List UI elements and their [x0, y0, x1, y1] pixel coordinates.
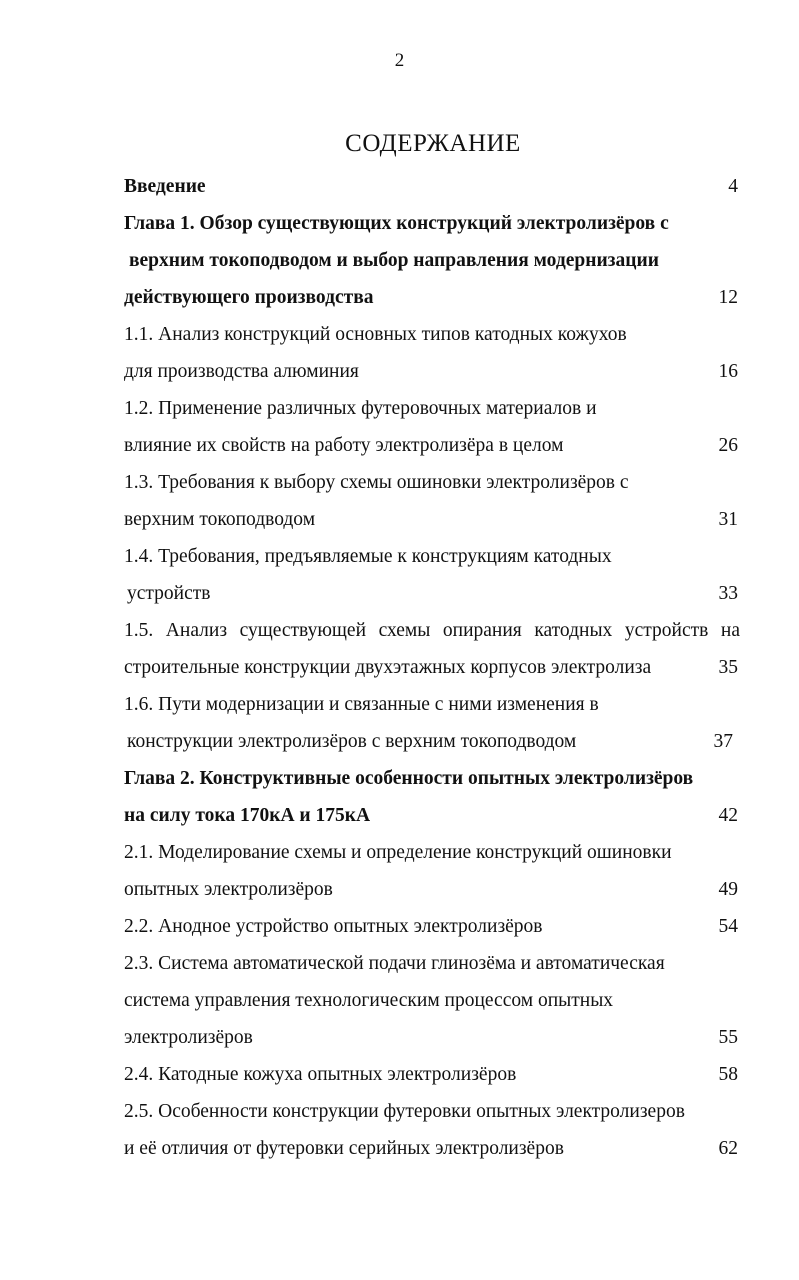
toc-line	[0, 279, 799, 316]
toc-line	[0, 538, 799, 575]
toc-line	[0, 760, 799, 797]
toc-entry-text: действующего производства	[124, 287, 374, 308]
toc-entry-text: 2.4. Катодные кожуха опытных электролизёров	[124, 1064, 517, 1085]
toc-line	[0, 168, 799, 205]
toc-line	[0, 242, 799, 279]
toc-entry-text: для производства алюминия	[124, 361, 359, 382]
toc-page-number: 49	[718, 879, 738, 900]
toc-entry-text: 1.6. Пути модернизации и связанные с ними изменения в	[124, 694, 599, 715]
toc-line	[0, 908, 799, 945]
toc-line	[0, 316, 799, 353]
toc-page-number: 62	[718, 1138, 738, 1159]
toc-entry-text: 2.3. Система автоматической подачи глинозёма и автоматическая	[124, 953, 665, 974]
toc-entry-text: система управления технологическим процессом опытных	[124, 990, 614, 1011]
toc-line	[0, 1130, 799, 1167]
toc-page-number: 35	[718, 657, 738, 678]
toc-entry-text: верхним токоподводом	[124, 509, 316, 530]
toc-line	[0, 1093, 799, 1130]
toc-page-number: 37	[713, 731, 733, 752]
toc-line	[0, 464, 799, 501]
toc-line	[0, 1056, 799, 1093]
toc-line	[0, 427, 799, 464]
toc-page-number: 31	[718, 509, 738, 530]
toc-entry-text: Глава 1. Обзор существующих конструкций электролизёров с	[124, 213, 669, 234]
toc-line	[0, 1019, 799, 1056]
toc-line	[0, 945, 799, 982]
toc-entry-text: опытных электролизёров	[124, 879, 333, 900]
document-title: СОДЕРЖАНИЕ	[345, 130, 521, 157]
toc-page-number: 54	[718, 916, 738, 937]
toc-page-number: 26	[718, 435, 738, 456]
toc-entry-text: Введение	[124, 176, 206, 197]
toc-line	[0, 797, 799, 834]
toc-entry-text: 1.2. Применение различных футеровочных материалов и	[124, 398, 597, 419]
toc-line	[0, 205, 799, 242]
toc-line	[0, 575, 799, 612]
toc-entry-text: 2.1. Моделирование схемы и определение конструкций ошиновки	[124, 842, 672, 863]
page-number: 2	[394, 50, 405, 71]
toc-line	[0, 723, 799, 760]
toc-page-number: 4	[728, 176, 738, 197]
toc-line	[0, 353, 799, 390]
toc-entry-text: 1.3. Требования к выбору схемы ошиновки электролизёров с	[124, 472, 629, 493]
toc-entry-text: на силу тока 170кА и 175кА	[124, 805, 371, 826]
toc-entry-text: 1.5. Анализ существующей схемы опирания катодных устройств на	[124, 620, 740, 641]
toc-entry-text: 1.1. Анализ конструкций основных типов катодных кожухов	[124, 324, 627, 345]
toc-page-number: 42	[718, 805, 738, 826]
toc-entry-text: 2.2. Анодное устройство опытных электролизёров	[124, 916, 543, 937]
toc-entry-text: влияние их свойств на работу электролизёра в целом	[124, 435, 564, 456]
toc-page-number: 58	[718, 1064, 738, 1085]
toc-page-number: 55	[718, 1027, 738, 1048]
toc-entry-text: Глава 2. Конструктивные особенности опытных электролизёров	[124, 768, 694, 789]
toc-line	[0, 982, 799, 1019]
toc-entry-text: верхним токоподводом и выбор направления модернизации	[129, 250, 659, 271]
toc-page-number: 16	[718, 361, 738, 382]
toc-line	[0, 649, 799, 686]
toc-line	[0, 871, 799, 908]
toc-entry-text: конструкции электролизёров с верхним токоподводом	[127, 731, 577, 752]
toc-line	[0, 390, 799, 427]
toc-entry-text: устройств	[127, 583, 211, 604]
toc-entry-text: и её отличия от футеровки серийных электролизёров	[124, 1138, 564, 1159]
toc-page-number: 33	[718, 583, 738, 604]
toc-line	[0, 686, 799, 723]
toc-entry-text: 2.5. Особенности конструкции футеровки опытных электролизеров	[124, 1101, 685, 1122]
toc-entry-text: электролизёров	[124, 1027, 253, 1048]
toc-entry-text: строительные конструкции двухэтажных корпусов электролиза	[124, 657, 652, 678]
toc-page-number: 12	[718, 287, 738, 308]
toc-line	[0, 834, 799, 871]
toc-line	[0, 501, 799, 538]
toc-entry-text: 1.4. Требования, предъявляемые к конструкциям катодных	[124, 546, 612, 567]
toc-line	[0, 612, 799, 649]
